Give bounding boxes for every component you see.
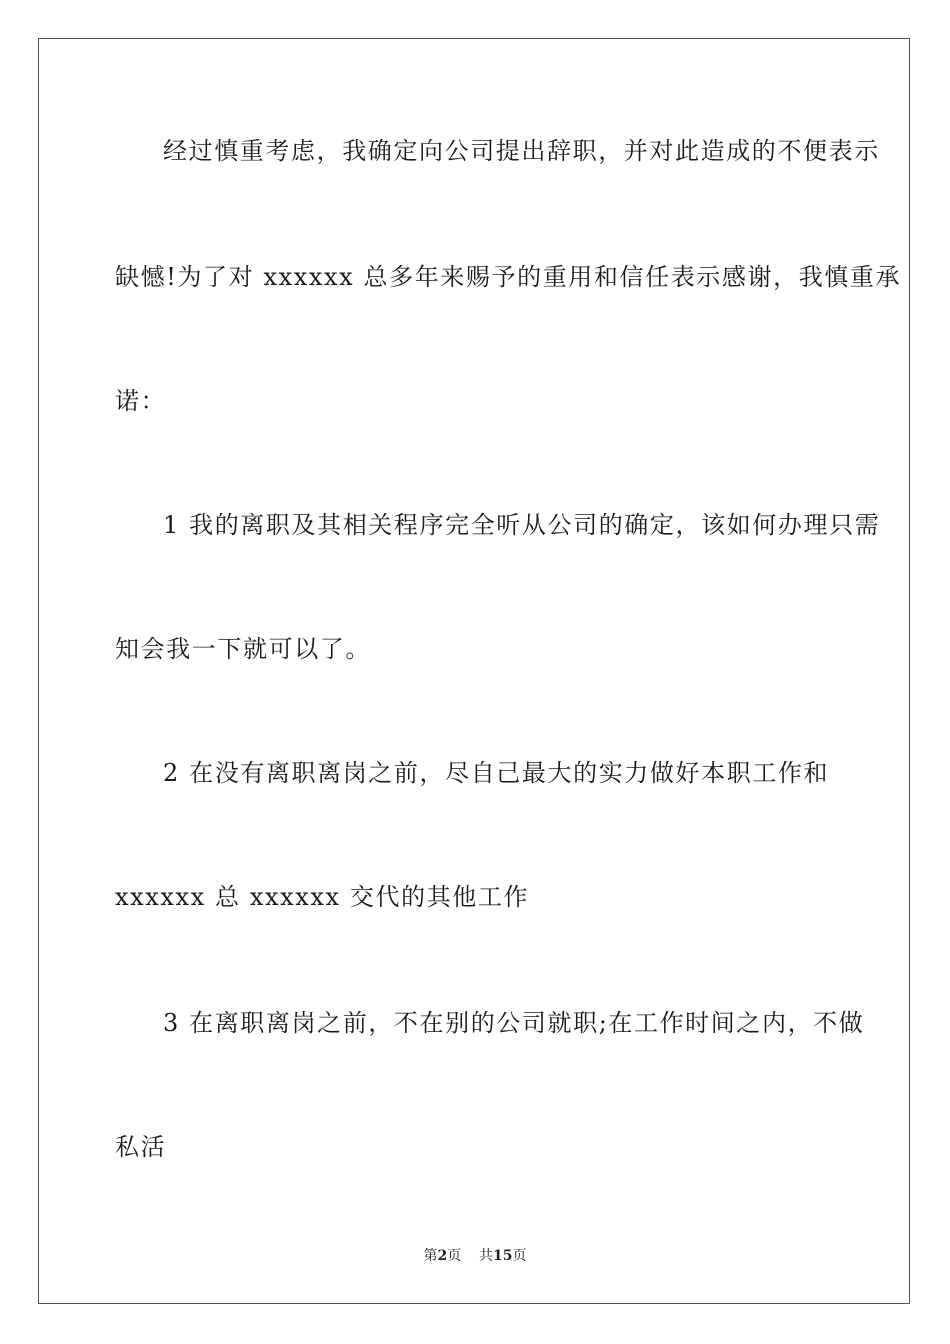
page-prefix: 第: [423, 1248, 438, 1264]
page-footer: [0, 1247, 950, 1265]
paragraph-line: 1 我的离职及其相关程序完全听从公司的确定，该如何办理只需: [163, 511, 881, 539]
paragraph-line: 经过慎重考虑，我确定向公司提出辞职，并对此造成的不便表示: [163, 137, 880, 165]
page-suffix: 页: [447, 1248, 462, 1264]
total-pages: 15: [493, 1248, 513, 1264]
page-number: 2: [437, 1248, 448, 1264]
paragraph-line: 私活: [115, 1133, 167, 1161]
paragraph-line: 3 在离职离岗之前，不在别的公司就职;在工作时间之内，不做: [163, 1009, 865, 1037]
page-border: [38, 38, 910, 1304]
paragraph-line: xxxxxx 总 xxxxxx 交代的其他工作: [115, 883, 530, 911]
paragraph-line: 2 在没有离职离岗之前，尽自己最大的实力做好本职工作和: [163, 759, 830, 787]
paragraph-line: 缺憾!为了对 xxxxxx 总多年来赐予的重用和信任表示感谢，我慎重承: [115, 263, 902, 291]
total-suffix: 页: [512, 1248, 527, 1264]
paragraph-line: 知会我一下就可以了。: [115, 635, 371, 663]
total-prefix: 共: [479, 1248, 494, 1264]
paragraph-line: 诺：: [115, 387, 167, 415]
